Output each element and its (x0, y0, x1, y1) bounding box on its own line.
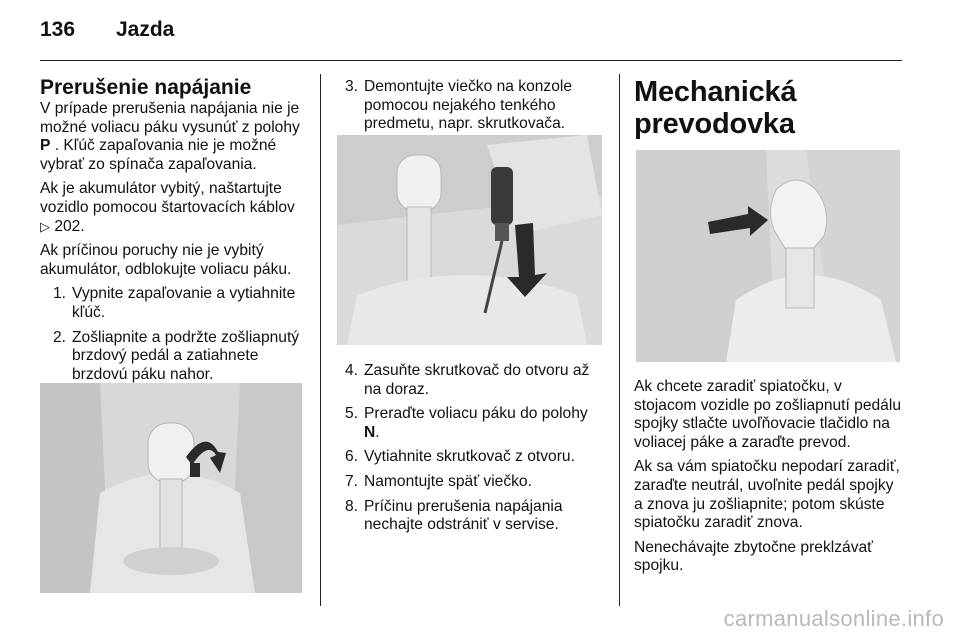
illustration-manual-gear-knob (636, 150, 900, 362)
arrow-reference-icon[interactable]: ▷ (40, 218, 50, 234)
list-item (336, 498, 604, 535)
header-divider (40, 60, 902, 61)
step-text (364, 405, 604, 442)
column-divider-2 (619, 74, 620, 606)
list-item (336, 448, 604, 467)
step-text-c: . (375, 423, 380, 441)
paragraph-2-text-a: Ak je akumulátor vybitý, naštartujte vozidlo pomocou štartovacích káblov (40, 180, 295, 216)
paragraph-1: Ak chcete zaradiť spiatočku, v stojacom vozidle po zošliapnutí pedálu spojky stlačte uvoľňovacie tlačidlo na voliacej páke a zaraďte prevod. (634, 378, 901, 451)
step-number: 5. (344, 405, 358, 423)
paragraph-1 (40, 100, 306, 174)
column-2 (336, 78, 604, 140)
section-title-power-interruption: Prerušenie napájanie (40, 76, 252, 99)
paragraph-3: Ak príčinou poruchy nie je vybitý akumulátor, odblokujte voliacu páku. (40, 242, 292, 278)
page-number: 136 (40, 18, 76, 41)
list-item (336, 473, 604, 492)
paragraph-2: Ak sa vám spiatočku nepodarí zaradiť, zaraďte neutrál, uvoľnite pedál spojky a znova ju zošliapnite; potom skúste spiatočku zaradiť znova. (634, 458, 900, 532)
step-number: 4. (344, 362, 358, 379)
paragraph-3: Nenechávajte zbytočne preklzávať spojku. (634, 538, 874, 575)
position-n-label: N (364, 423, 376, 441)
step-text: Vypnite zapaľovanie a vytiahnite kľúč. (72, 285, 296, 321)
step-number: 1. (52, 285, 66, 303)
step-text-a: Preraďte voliacu páku do polohy (364, 405, 588, 423)
illustration-selector-lever (40, 383, 302, 593)
chapter-title: Jazda (116, 18, 175, 41)
list-item (336, 405, 604, 442)
page-reference[interactable]: 202. (50, 217, 85, 235)
column-2-steps (336, 362, 604, 541)
list-item (336, 362, 604, 399)
position-p-label: P (40, 137, 51, 155)
step-number: 8. (344, 497, 358, 515)
list-item (40, 329, 306, 385)
column-1 (40, 76, 306, 390)
illustration-screwdriver-console (337, 135, 602, 345)
paragraph-1-text-a: V prípade prerušenia napájania nie je možné voliacu páku vysunúť z polohy (40, 100, 300, 136)
paragraph-2 (40, 180, 306, 236)
paragraph-1-text-c: . Kľúč zapaľovania nie je možné vybrať zo spínača zapaľovania. (40, 137, 277, 173)
column-3 (634, 76, 902, 140)
step-text: Vytiahnite skrutkovač z otvoru. (364, 448, 575, 466)
section-title-manual-transmission: Mechanická prevodovka (634, 76, 797, 140)
page-header (40, 18, 174, 48)
watermark: carmanualsonline.info (723, 606, 944, 631)
step-number: 6. (344, 448, 358, 466)
list-item (336, 78, 604, 134)
column-divider-1 (320, 74, 321, 606)
step-number: 7. (344, 472, 358, 490)
column-3-text (634, 378, 902, 582)
step-number: 2. (52, 328, 66, 346)
step-text: Príčinu prerušenia napájania nechajte odstrániť v servise. (364, 497, 563, 534)
step-text: Namontujte späť viečko. (364, 472, 532, 490)
step-text: Zošliapnite a podržte zošliapnutý brzdový pedál a zatiahnete brzdovú páku nahor. (72, 328, 300, 383)
step-number: 3. (344, 78, 358, 95)
step-text: Zasuňte skrutkovač do otvoru až na doraz. (364, 362, 590, 398)
list-item (40, 285, 306, 322)
step-text: Demontujte viečko na konzole pomocou nejakého tenkého predmetu, napr. skrutkovača. (364, 78, 573, 133)
